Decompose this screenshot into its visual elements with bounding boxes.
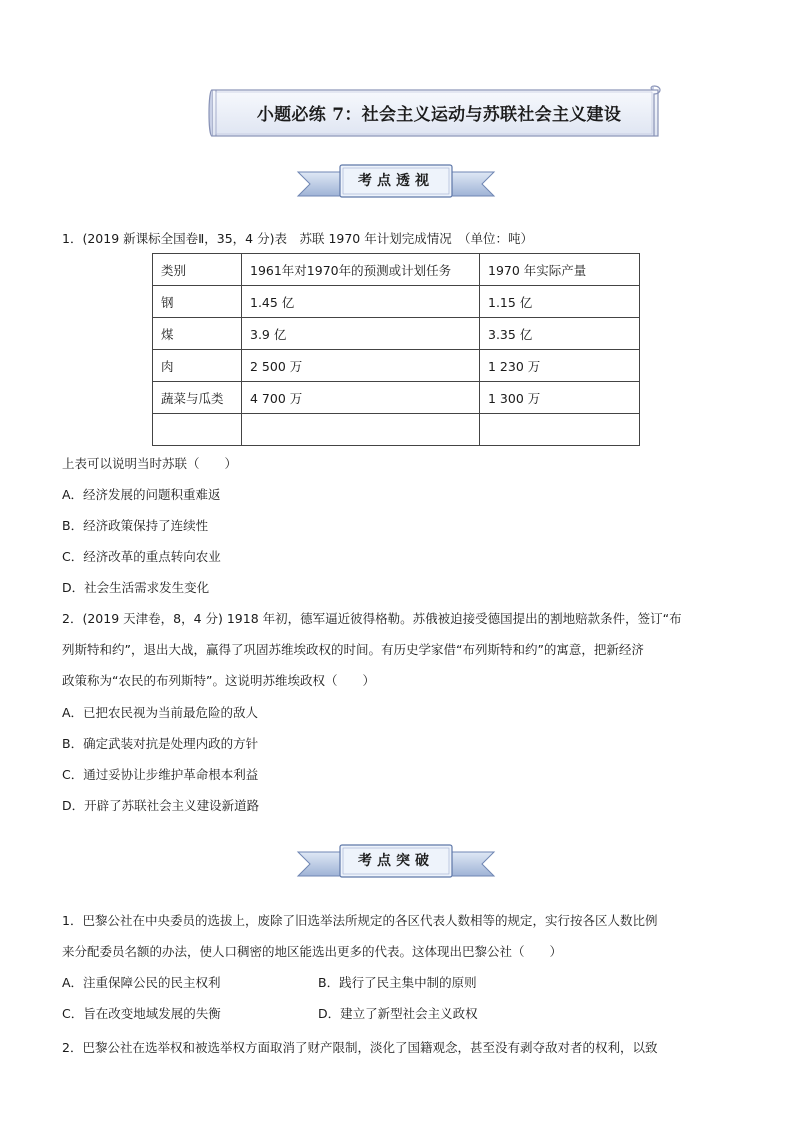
- q2-line-1: 2．(2019 天津卷，8，4 分) 1918 年初，德军逼近彼得格勒。苏俄被迫接受德国提出的割地赔款条件，签订“布: [62, 611, 682, 626]
- table-header-cell: 1961年对1970年的预测或计划任务: [242, 254, 480, 286]
- q1-option-b: B．经济政策保持了连续性: [62, 518, 209, 533]
- table-cell: 1 230 万: [480, 350, 640, 382]
- table-row: [153, 382, 640, 414]
- table-cell: 2 500 万: [242, 350, 480, 382]
- q1-option-a: A．经济发展的问题积重难返: [62, 487, 221, 502]
- section-ribbon-kaodian-toushi: [296, 160, 496, 204]
- table-row: [153, 414, 640, 446]
- soviet-plan-table: [152, 253, 640, 446]
- p1-option-d: D．建立了新型社会主义政权: [318, 1006, 478, 1021]
- table-cell: 肉: [153, 350, 242, 382]
- table-header-row: [153, 254, 640, 286]
- table-cell: 1.15 亿: [480, 286, 640, 318]
- table-header-cell: 类别: [153, 254, 242, 286]
- p1-option-a: A．注重保障公民的民主权利: [62, 975, 221, 990]
- table-row: [153, 318, 640, 350]
- q2-line-2: 列斯特和约”，退出大战，赢得了巩固苏维埃政权的时间。有历史学家借“布列斯特和约”的寓意，把新经济: [62, 642, 644, 657]
- q2-option-d: D．开辟了苏联社会主义建设新道路: [62, 798, 260, 813]
- section-label: 考点突破: [358, 853, 434, 869]
- p2-line-1: 2．巴黎公社在选举权和被选举权方面取消了财产限制，淡化了国籍观念，甚至没有剥夺敌对者的权利，以致: [62, 1040, 658, 1055]
- table-cell: [242, 414, 480, 446]
- q2-option-b: B．确定武装对抗是处理内政的方针: [62, 736, 259, 751]
- table-cell: 钢: [153, 286, 242, 318]
- p1-line-1: 1．巴黎公社在中央委员的选拔上，废除了旧选举法所规定的各区代表人数相等的规定，实行按各区人数比例: [62, 913, 658, 928]
- q1-option-c: C．经济改革的重点转向农业: [62, 549, 221, 564]
- table-header-cell: 1970 年实际产量: [480, 254, 640, 286]
- table-cell: 1 300 万: [480, 382, 640, 414]
- q1-question: 上表可以说明当时苏联（ ）: [62, 456, 238, 471]
- table-row: [153, 350, 640, 382]
- table-row: [153, 286, 640, 318]
- title-banner: [206, 82, 664, 140]
- p1-option-b: B．践行了民主集中制的原则: [318, 975, 477, 990]
- table-cell: 1.45 亿: [242, 286, 480, 318]
- table-cell: 煤: [153, 318, 242, 350]
- section-label: 考点透视: [358, 173, 434, 189]
- table-cell: 3.9 亿: [242, 318, 480, 350]
- table-cell: 蔬菜与瓜类: [153, 382, 242, 414]
- q2-option-a: A．已把农民视为当前最危险的敌人: [62, 705, 259, 720]
- q2-line-3: 政策称为“农民的布列斯特”。这说明苏维埃政权（ ）: [62, 673, 375, 688]
- table-cell: [153, 414, 242, 446]
- table-cell: [480, 414, 640, 446]
- section-ribbon-kaodian-tupo: [296, 840, 496, 884]
- table-cell: 4 700 万: [242, 382, 480, 414]
- q1-stem: 1．(2019 新课标全国卷Ⅱ，35，4 分)表 苏联 1970 年计划完成情况 （单位：吨）: [62, 231, 533, 246]
- q2-option-c: C．通过妥协让步维护革命根本利益: [62, 767, 259, 782]
- table-cell: 3.35 亿: [480, 318, 640, 350]
- p1-option-c: C．旨在改变地域发展的失衡: [62, 1006, 221, 1021]
- q1-option-d: D．社会生活需求发生变化: [62, 580, 210, 595]
- p1-line-2: 来分配委员名额的办法，使人口稠密的地区能选出更多的代表。这体现出巴黎公社（ ）: [62, 944, 563, 959]
- page-title: 小题必练 7：社会主义运动与苏联社会主义建设: [256, 105, 622, 125]
